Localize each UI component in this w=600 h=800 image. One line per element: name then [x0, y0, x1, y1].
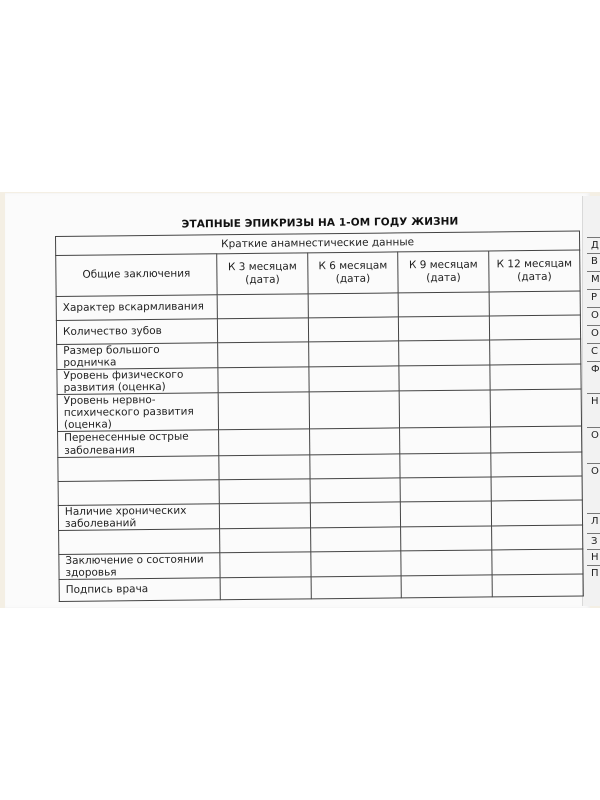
edge-letter: В	[591, 256, 598, 267]
row-label: Характер вскармливания	[56, 295, 217, 321]
entry-cell	[401, 526, 492, 551]
entry-cell	[491, 426, 582, 452]
entry-cell	[310, 428, 400, 454]
edge-letter: С	[591, 346, 598, 357]
edge-rule	[587, 513, 600, 514]
entry-cell	[311, 527, 401, 552]
entry-cell	[218, 367, 309, 393]
entry-cell	[489, 315, 580, 340]
edge-letter: Н	[591, 396, 599, 407]
entry-cell	[401, 575, 492, 598]
edge-rule	[587, 289, 600, 290]
page-title: ЭТАПНЫЕ ЭПИКРИЗЫ НА 1-ОМ ГОДУ ЖИЗНИ	[181, 215, 459, 231]
entry-cell	[490, 339, 581, 365]
entry-cell	[309, 366, 399, 392]
edge-letter: П	[591, 568, 599, 579]
edge-rule	[587, 307, 600, 308]
entry-cell	[219, 478, 310, 503]
entry-cell	[400, 427, 491, 453]
entry-cell	[492, 549, 583, 575]
row-label	[58, 455, 219, 481]
edge-letter: О	[591, 466, 599, 477]
entry-cell	[220, 552, 311, 578]
row-label: Количество зубов	[56, 319, 217, 345]
column-header: К 6 месяцам (дата)	[308, 252, 398, 294]
edge-rule	[587, 533, 600, 534]
edge-rule	[587, 393, 600, 394]
entry-cell	[308, 293, 398, 318]
column-header: К 9 месяцам (дата)	[398, 251, 489, 293]
row-label: Подпись врача	[59, 578, 220, 602]
edge-letter: Р	[591, 292, 598, 303]
column-header: К 3 месяцам (дата)	[217, 253, 308, 295]
edge-rule	[587, 343, 600, 344]
entry-cell	[400, 477, 491, 502]
edge-rule	[587, 253, 600, 254]
entry-cell	[309, 341, 399, 367]
entry-cell	[311, 576, 401, 599]
column-header: Общие заключения	[56, 254, 217, 297]
entry-cell	[492, 525, 583, 550]
edge-letter: Н	[591, 552, 599, 563]
entry-cell	[219, 429, 310, 455]
entry-cell	[310, 501, 400, 527]
entry-cell	[400, 453, 491, 478]
entry-cell	[490, 364, 581, 390]
edge-rule	[587, 325, 600, 326]
row-label: Наличие хронических заболеваний	[58, 503, 219, 530]
edge-rule	[587, 237, 600, 238]
entry-cell	[218, 342, 309, 368]
edge-rule	[587, 565, 600, 566]
entry-cell	[401, 550, 492, 576]
edge-letter: Д	[591, 240, 599, 251]
edge-letter: Ф	[591, 364, 600, 375]
entry-cell	[310, 453, 400, 478]
edge-rule	[587, 271, 600, 272]
entry-cell	[220, 528, 311, 553]
entry-cell	[311, 551, 401, 577]
entry-cell	[400, 501, 491, 527]
edge-letter: О	[591, 430, 599, 441]
entry-cell	[310, 477, 400, 502]
edge-rule	[587, 427, 600, 428]
row-label	[59, 528, 220, 554]
column-header: К 12 месяцам (дата)	[489, 250, 580, 292]
edge-letter: О	[591, 310, 599, 321]
row-label: Уровень нервно-психического развития (оценка)	[57, 393, 218, 432]
entry-cell	[491, 500, 582, 526]
entry-cell	[491, 452, 582, 477]
entry-cell	[308, 317, 398, 342]
entry-cell	[398, 316, 489, 341]
entry-cell	[217, 318, 308, 343]
edge-rule	[587, 463, 600, 464]
row-label	[58, 479, 219, 505]
entry-cell	[217, 294, 308, 319]
column-header-row	[56, 250, 580, 296]
entry-cell	[219, 454, 310, 479]
row-label: Размер большого родничка	[57, 343, 218, 370]
entry-cell	[219, 502, 310, 528]
edge-letter: М	[591, 274, 600, 285]
table-row	[57, 389, 581, 432]
bleed-through-text	[60, 210, 63, 220]
edge-letter: З	[591, 536, 598, 547]
entry-cell	[399, 365, 490, 391]
row-label: Уровень физического развития (оценка)	[57, 368, 218, 395]
row-label: Перенесенные острые заболевания	[58, 430, 219, 457]
entry-cell	[491, 476, 582, 501]
entry-cell	[399, 390, 490, 428]
entry-cell	[218, 392, 309, 430]
entry-cell	[399, 340, 490, 366]
table-span-header: Краткие анамнестические данные	[56, 231, 580, 255]
entry-cell	[220, 577, 311, 600]
entry-cell	[492, 574, 583, 597]
table-body	[56, 291, 583, 601]
edge-rule	[587, 361, 600, 362]
row-label: Заключение о состоянии здоровья	[59, 552, 220, 579]
entry-cell	[489, 291, 580, 316]
entry-cell	[490, 389, 581, 427]
edge-rule	[587, 549, 600, 550]
edge-letter: О	[591, 328, 599, 339]
entry-cell	[309, 391, 399, 429]
edge-letter: Л	[591, 516, 599, 527]
epicrisis-table	[55, 231, 584, 602]
entry-cell	[398, 292, 489, 317]
